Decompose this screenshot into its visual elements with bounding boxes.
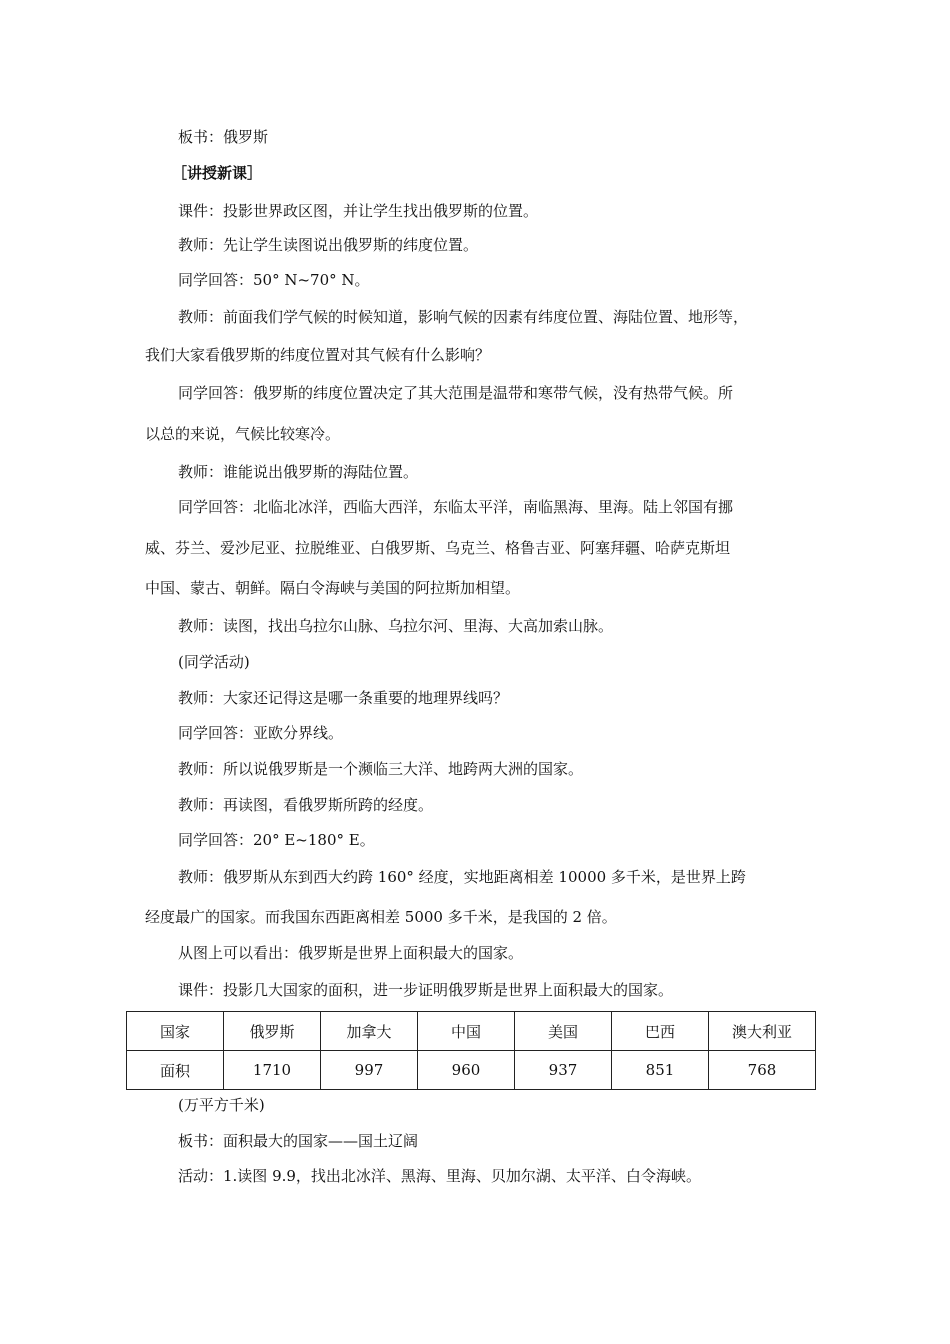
table-cell: 国家: [127, 1012, 224, 1051]
paragraph-line: 教师：所以说俄罗斯是一个濒临三大洋、地跨两大洲的国家。: [178, 760, 584, 778]
paragraph-line: 课件：投影世界政区图，并让学生找出俄罗斯的位置。: [178, 202, 539, 220]
paragraph-line: 教师：先让学生读图说出俄罗斯的纬度位置。: [178, 236, 479, 254]
paragraph-line: 中国、蒙古、朝鲜。隔白令海峡与美国的阿拉斯加相望。: [145, 579, 521, 597]
paragraph-line: 同学回答：北临北冰洋，西临大西洋，东临太平洋，南临黑海、里海。陆上邻国有挪: [178, 498, 734, 516]
table-cell: 768: [709, 1051, 816, 1090]
paragraph-line: 活动：1.读图 9.9，找出北冰洋、黑海、里海、贝加尔湖、太平洋、白令海峡。: [178, 1167, 701, 1185]
table-cell: 960: [418, 1051, 515, 1090]
table-cell: 俄罗斯: [224, 1012, 321, 1051]
table-cell: 中国: [418, 1012, 515, 1051]
paragraph-line: 板书：面积最大的国家——国土辽阔: [178, 1132, 419, 1150]
paragraph-line: (同学活动): [178, 653, 250, 671]
section-heading: ［讲授新课］: [172, 164, 263, 182]
board-title: 板书：俄罗斯: [178, 128, 269, 146]
table-cell: 1710: [224, 1051, 321, 1090]
table-header-row: [127, 1012, 816, 1051]
unit-note: (万平方千米): [178, 1096, 265, 1114]
paragraph-line: 同学回答：俄罗斯的纬度位置决定了其大范围是温带和寒带气候，没有热带气候。所: [178, 384, 734, 402]
paragraph-line: 教师：读图，找出乌拉尔山脉、乌拉尔河、里海、大高加索山脉。: [178, 617, 614, 635]
paragraph-line: 教师：俄罗斯从东到西大约跨 160° 经度，实地距离相差 10000 多千米，是世界上跨: [178, 868, 746, 886]
table-cell: 巴西: [612, 1012, 709, 1051]
table-cell: 851: [612, 1051, 709, 1090]
paragraph-line: 我们大家看俄罗斯的纬度位置对其气候有什么影响？: [145, 346, 491, 364]
paragraph-line: 经度最广的国家。而我国东西距离相差 5000 多千米，是我国的 2 倍。: [145, 908, 617, 926]
table-cell: 937: [515, 1051, 612, 1090]
paragraph-line: 教师：大家还记得这是哪一条重要的地理界线吗？: [178, 689, 509, 707]
table-row: [127, 1051, 816, 1090]
paragraph-line: 同学回答：20° E~180° E。: [178, 831, 375, 849]
paragraph-line: 课件：投影几大国家的面积，进一步证明俄罗斯是世界上面积最大的国家。: [178, 981, 674, 999]
paragraph-line: 同学回答：亚欧分界线。: [178, 724, 344, 742]
table-cell: 面积: [127, 1051, 224, 1090]
paragraph-line: 从图上可以看出：俄罗斯是世界上面积最大的国家。: [178, 944, 524, 962]
paragraph-line: 同学回答：50° N~70° N。: [178, 271, 370, 289]
table-cell: 澳大利亚: [709, 1012, 816, 1051]
table-cell: 美国: [515, 1012, 612, 1051]
paragraph-line: 威、芬兰、爱沙尼亚、拉脱维亚、白俄罗斯、乌克兰、格鲁吉亚、阿塞拜疆、哈萨克斯坦: [145, 539, 731, 557]
country-area-table: [126, 1011, 816, 1090]
paragraph-line: 教师：前面我们学气候的时候知道，影响气候的因素有纬度位置、海陆位置、地形等，: [178, 308, 749, 326]
table-cell: 加拿大: [321, 1012, 418, 1051]
paragraph-line: 教师：谁能说出俄罗斯的海陆位置。: [178, 463, 419, 481]
paragraph-line: 教师：再读图，看俄罗斯所跨的经度。: [178, 796, 434, 814]
paragraph-line: 以总的来说，气候比较寒冷。: [145, 425, 341, 443]
table-cell: 997: [321, 1051, 418, 1090]
